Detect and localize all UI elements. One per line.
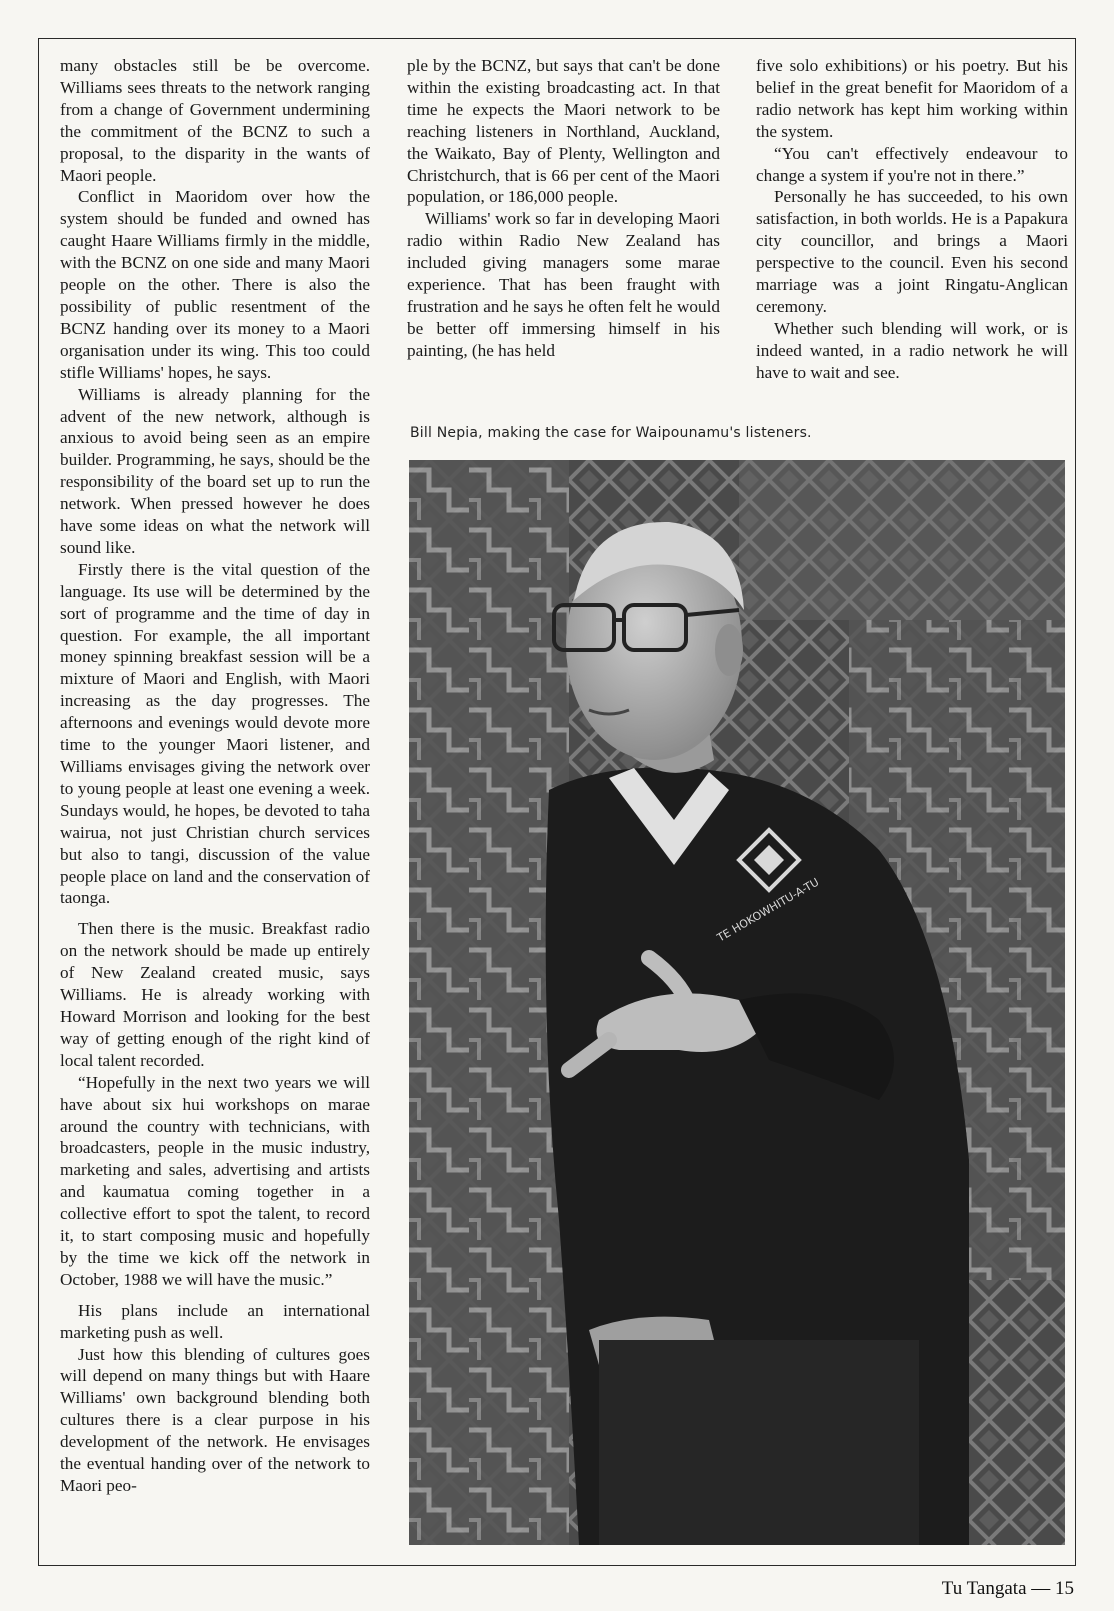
paragraph: Williams' work so far in developing Maori radio within Radio New Zealand has included giving managers some marae experience. That has been fraught with frustration and he says he often felt he would be better off immersing himself in his painting, (he has held — [407, 209, 720, 360]
photo-illustration — [409, 460, 1065, 1545]
paragraph: Conflict in Maoridom over how the system should be funded and owned has caught Haare Williams firmly in the middle, with the BCNZ on one side and many Maori people on the other. There is also the possibility of public resentment of the BCNZ handing over its money to a Maori organisation under its wing. This too could stifle Williams' hopes, he says. — [60, 187, 370, 382]
sweater-text: TE HOKOWHITU-A-TU — [714, 875, 822, 945]
paragraph: “You can't effectively endeavour to change a system if you're not in there.” — [756, 143, 1068, 185]
paragraph: Then there is the music. Breakfast radio on the network should be made up entirely of New Zealand created music, says Williams. He is already working with Howard Morrison and looking for the best way of getting enough of the right kind of local talent recorded. — [60, 919, 370, 1070]
paragraph: Firstly there is the vital question of the language. Its use will be determined by the sort of programme and the time of day in question. For example, the all important money spinning breakfast session will be a mixture of Maori and English, with Maori increasing as the day progresses. The afternoons and evenings would devote more time to the younger Maori listener, and Williams envisages giving the network over to young people at least one evening a week. Sundays would, he hopes, be devoted to taha wairua, not just Christian church services but also to tangi, discussion of the value people place on land and the conservation of taonga. — [60, 559, 370, 908]
article-column-2 — [407, 55, 720, 362]
article-column-1 — [60, 55, 370, 1497]
photo-caption: Bill Nepia, making the case for Waipounamu's listeners. — [410, 425, 812, 441]
page-footer: Tu Tangata — 15 — [941, 1578, 1074, 1599]
paragraph: Whether such blending will work, or is indeed wanted, in a radio network he will have to wait and see. — [756, 318, 1068, 382]
paragraph: Personally he has succeeded, to his own satisfaction, in both worlds. He is a Papakura city councillor, and brings a Maori perspective to the council. Even his second marriage was a joint Ringatu-Anglican ceremony. — [756, 187, 1068, 316]
paragraph: five solo exhibitions) or his poetry. But his belief in the great benefit for Maoridom of a radio network has kept him working within the system. — [756, 56, 1068, 141]
paragraph: His plans include an international marketing push as well. — [60, 1300, 370, 1342]
paragraph: Just how this blending of cultures goes will depend on many things but with Haare Williams' own background blending both cultures there is a clear purpose in his development of the network. He envisages the eventual handing over of the network to Maori peo- — [60, 1344, 370, 1495]
photo-bill-nepia — [409, 460, 1065, 1545]
paragraph: many obstacles still be be overcome. Williams sees threats to the network ranging from a change of Government undermining the commitment of the BCNZ to such a proposal, to the disparity in the wants of Maori people. — [60, 56, 370, 185]
paragraph: Williams is already planning for the advent of the new network, although is anxious to avoid being seen as an empire builder. Programming, he says, should be the responsibility of the board set up to run the network. When pressed however he does have some ideas on what the network will sound like. — [60, 384, 370, 557]
paragraph: “Hopefully in the next two years we will have about six hui workshops on marae around the country with technicians, with broadcasters, people in the music industry, marketing and sales, advertising and artists and kaumatua coming together in a collective effort to spot the talent, to record it, to start composing music and hopefully by the time we kick off the network in October, 1988 we will have the music.” — [60, 1072, 370, 1289]
paragraph: ple by the BCNZ, but says that can't be done within the existing broadcasting act. In that time he expects the Maori network to be reaching listeners in Northland, Auckland, the Waikato, Bay of Plenty, Wellington and Christchurch, that is 66 per cent of the Maori population, or 186,000 people. — [407, 56, 720, 207]
article-column-3 — [756, 55, 1068, 384]
